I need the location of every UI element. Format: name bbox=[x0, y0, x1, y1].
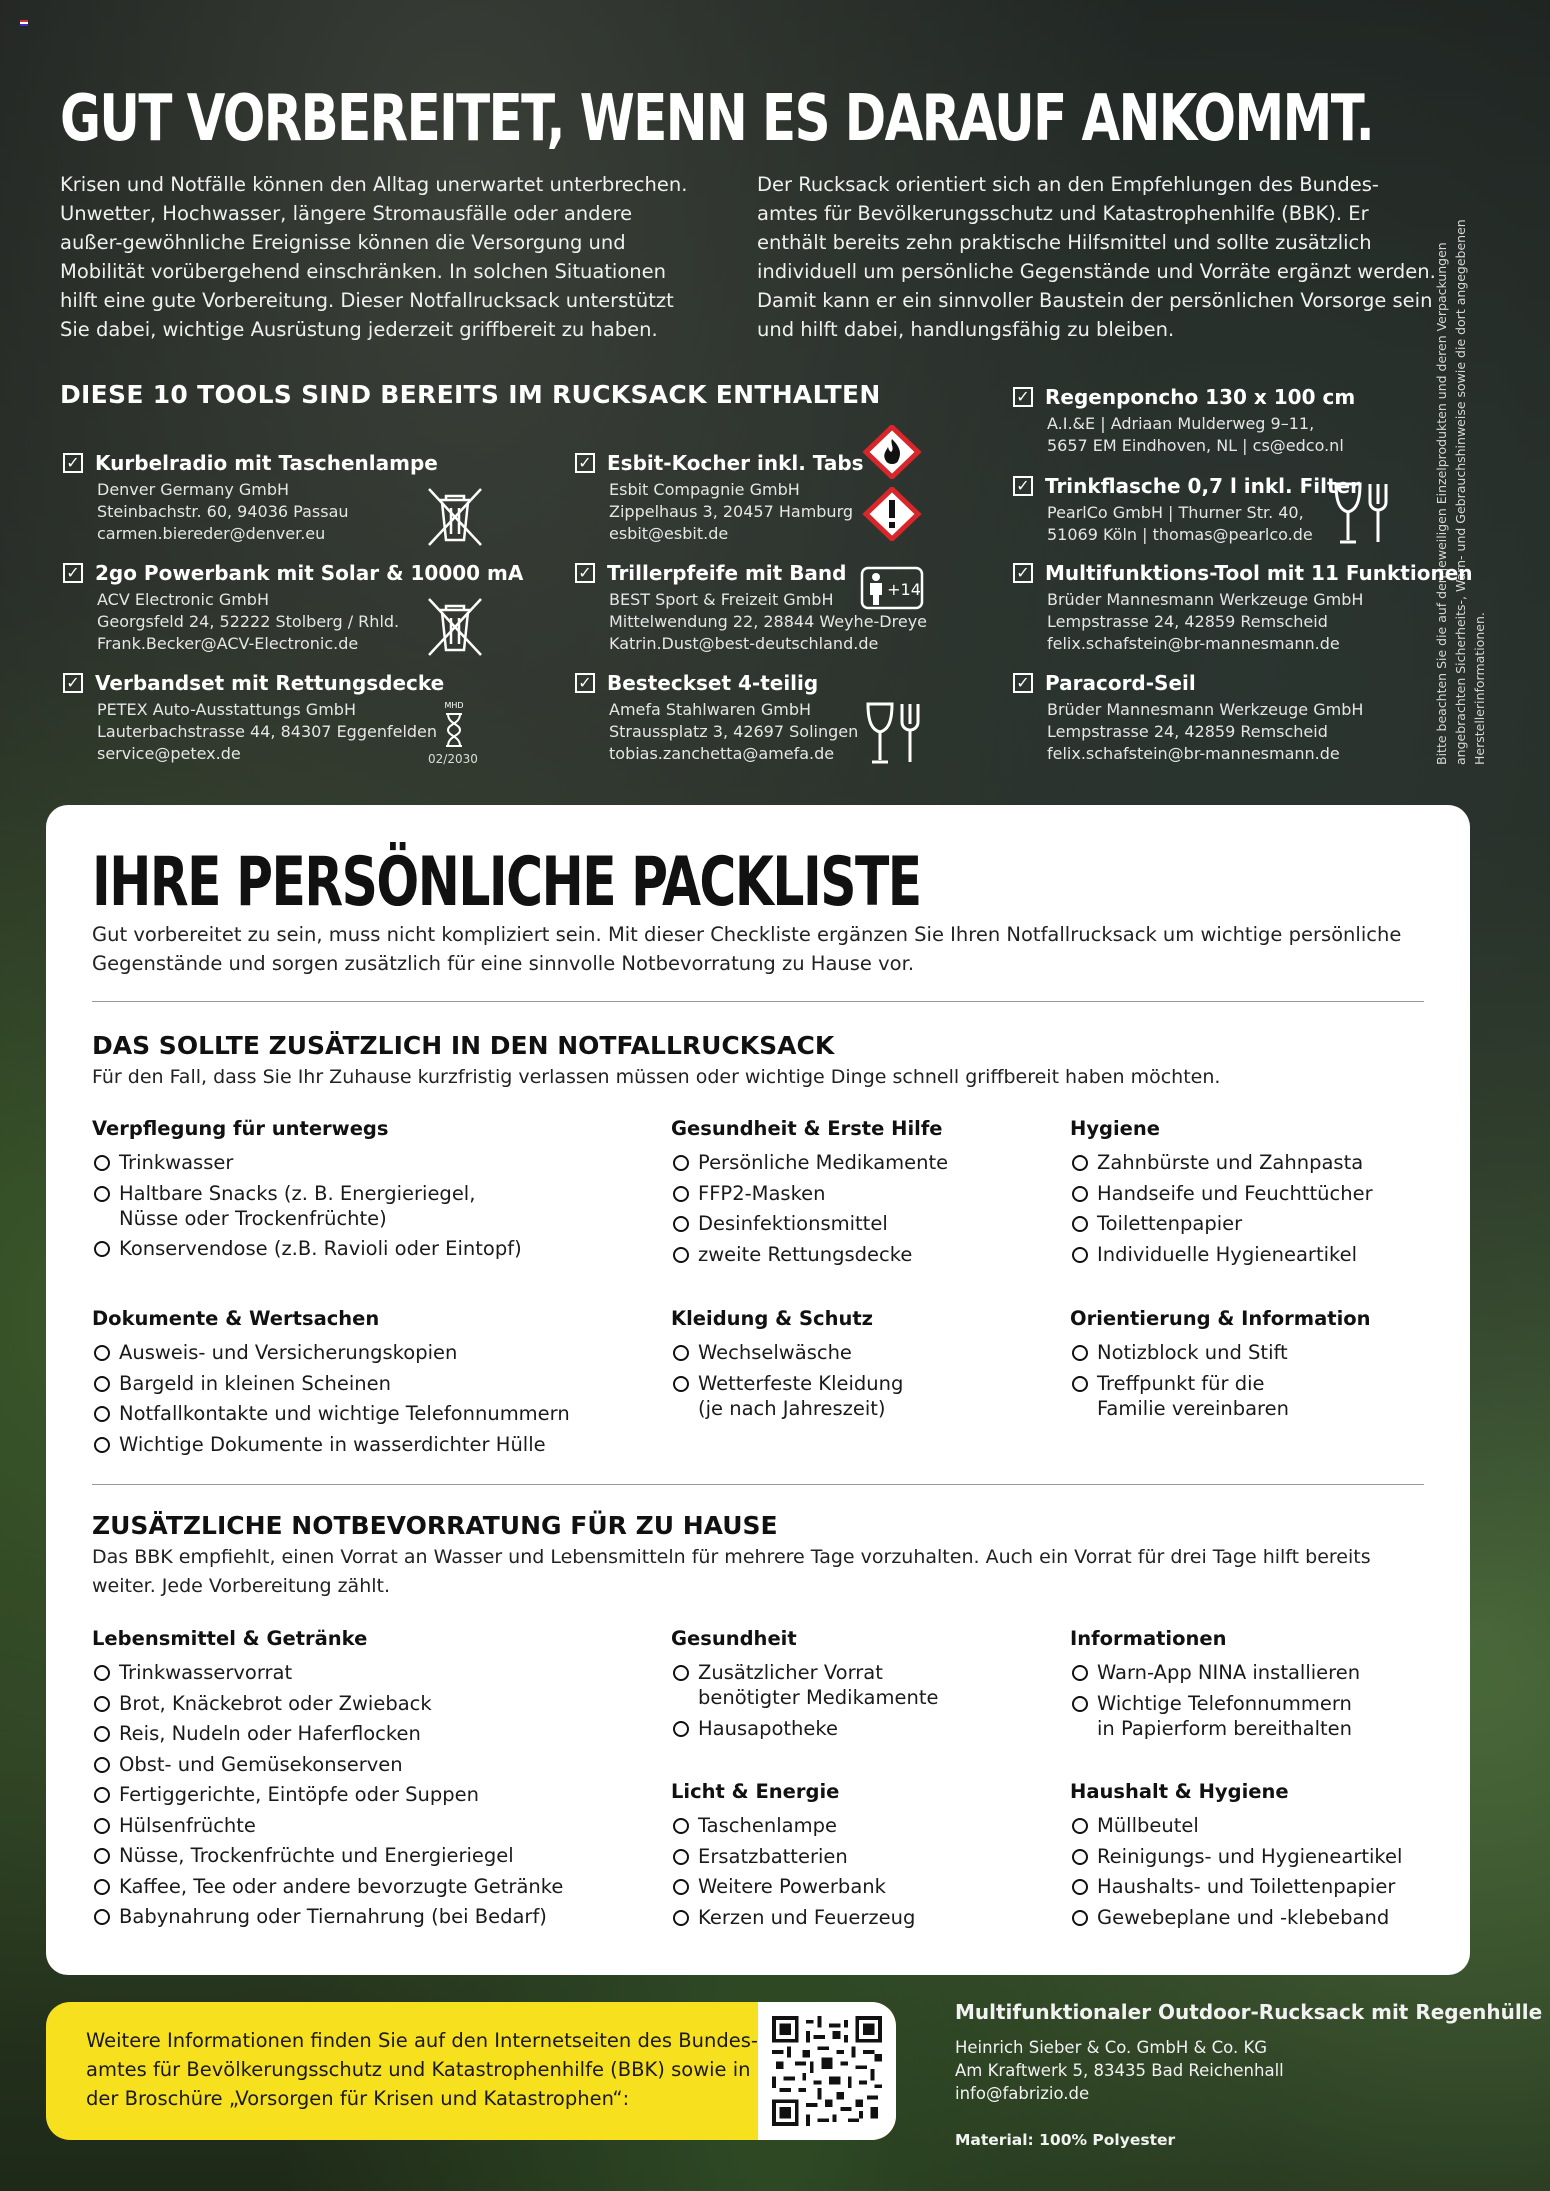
checklist-item[interactable]: Trinkwasser bbox=[92, 1150, 522, 1175]
group-title: Orientierung & Information bbox=[1070, 1307, 1371, 1330]
checklist-item[interactable]: Bargeld in kleinen Scheinen bbox=[92, 1371, 570, 1396]
checklist-group bbox=[92, 1117, 522, 1267]
tool-item bbox=[63, 560, 524, 655]
checklist-item[interactable]: Treffpunkt für die Familie vereinbaren bbox=[1070, 1371, 1371, 1421]
weee-crossed-bin-icon bbox=[424, 594, 486, 660]
checklist-item[interactable]: Fertiggerichte, Eintöpfe oder Suppen bbox=[92, 1782, 563, 1807]
group-title: Hygiene bbox=[1070, 1117, 1161, 1140]
tool-item bbox=[1013, 384, 1413, 457]
tool-name: Trillerpfeife mit Band bbox=[607, 561, 847, 585]
checklist-item[interactable]: Nüsse, Trockenfrüchte und Energieriegel bbox=[92, 1843, 563, 1868]
checkbox-checked-icon: ✓ bbox=[575, 563, 595, 583]
language-flag-icon bbox=[20, 20, 28, 26]
tool-name: Trinkflasche 0,7 l inkl. Filter bbox=[1045, 474, 1360, 498]
tools-heading: DIESE 10 TOOLS SIND BEREITS IM RUCKSACK ENTHALTEN bbox=[60, 380, 881, 409]
bbk-info-box bbox=[46, 2002, 896, 2140]
group-title: Informationen bbox=[1070, 1627, 1227, 1650]
checklist-item[interactable]: Brot, Knäckebrot oder Zwieback bbox=[92, 1691, 563, 1716]
checklist-item[interactable]: Zahnbürste und Zahnpasta bbox=[1070, 1150, 1373, 1175]
packlist-intro: Gut vorbereitet zu sein, muss nicht kompliziert sein. Mit dieser Checkliste ergänzen Sie Ihren Notfallrucksack um wichtige persönliche Gegenstände und sorgen zusätzlich für eine sinnvolle Notbevorratung zu Hause vor. bbox=[92, 923, 1402, 975]
qr-code-container[interactable] bbox=[758, 2002, 896, 2140]
checklist-item[interactable]: Wichtige Dokumente in wasserdichter Hülle bbox=[92, 1432, 570, 1457]
weee-crossed-bin-icon bbox=[424, 484, 486, 550]
checklist-item[interactable]: Müllbeutel bbox=[1070, 1813, 1402, 1838]
tool-item bbox=[63, 450, 463, 545]
checklist-item[interactable]: Gewebeplane und -klebeband bbox=[1070, 1905, 1402, 1930]
bbk-info-text: Weitere Informationen finden Sie auf den Internetseiten des Bundes-amtes für Bevölkerungsschutz und Katastrophenhilfe (BBK) sowie in der Broschüre „Vorsorgen für Krisen und Katastrophen“: bbox=[86, 2029, 758, 2110]
product-email: info@fabrizio.de bbox=[955, 2084, 1090, 2103]
tool-email: Katrin.Dust@best-deutschland.de bbox=[609, 634, 879, 653]
food-safe-glass-fork-icon bbox=[864, 700, 924, 766]
checklist-item[interactable]: Hülsenfrüchte bbox=[92, 1813, 563, 1838]
tool-company: A.I.&E | Adriaan Mulderweg 9–11, bbox=[1047, 414, 1315, 433]
checklist-item[interactable]: Notizblock und Stift bbox=[1070, 1340, 1371, 1365]
tool-address: Zippelhaus 3, 20457 Hamburg bbox=[609, 502, 854, 521]
mhd-date: 02/2030 bbox=[428, 752, 478, 766]
product-name: Multifunktionaler Outdoor-Rucksack mit Regenhülle bbox=[955, 2000, 1543, 2024]
section-rucksack-title: DAS SOLLTE ZUSÄTZLICH IN DEN NOTFALLRUCKSACK bbox=[92, 1031, 835, 1060]
group-title: Gesundheit & Erste Hilfe bbox=[671, 1117, 943, 1140]
tool-address: Steinbachstr. 60, 94036 Passau bbox=[97, 502, 349, 521]
tool-address: Straussplatz 3, 42697 Solingen bbox=[609, 722, 859, 741]
age-label: +14 bbox=[887, 580, 921, 599]
tool-email: service@petex.de bbox=[97, 744, 241, 763]
divider bbox=[92, 1484, 1424, 1485]
checklist-group bbox=[92, 1627, 563, 1935]
tool-name: Paracord-Seil bbox=[1045, 671, 1196, 695]
tool-name: 2go Powerbank mit Solar & 10000 mA bbox=[95, 561, 524, 585]
checklist-item[interactable]: Hausapotheke bbox=[671, 1716, 938, 1741]
qr-code-icon[interactable] bbox=[772, 2016, 882, 2126]
checklist-item[interactable]: Taschenlampe bbox=[671, 1813, 915, 1838]
checklist-item[interactable]: Kaffee, Tee oder andere bevorzugte Getränke bbox=[92, 1874, 563, 1899]
checklist-group bbox=[92, 1307, 570, 1462]
checklist-group bbox=[1070, 1780, 1402, 1935]
age-warning-icon bbox=[860, 566, 924, 610]
group-title: Gesundheit bbox=[671, 1627, 797, 1650]
section-rucksack-subtitle: Für den Fall, dass Sie Ihr Zuhause kurzfristig verlassen müssen oder wichtige Dinge schnell griffbereit haben möchten. bbox=[92, 1066, 1221, 1088]
product-company: Heinrich Sieber & Co. GmbH & Co. KG bbox=[955, 2038, 1268, 2057]
checkbox-checked-icon: ✓ bbox=[1013, 387, 1033, 407]
intro-right: Der Rucksack orientiert sich an den Empfehlungen des Bundes-amtes für Bevölkerungsschutz und Katastrophenhilfe (BBK). Er enthält bereits zehn praktische Hilfsmittel und sollte zusätzlich individuell um persönliche Gegenstände und Vorräte ergänzt werden. Damit kann er ein sinnvoller Baustein der persönlichen Vorsorge sein und hilft dabei, handlungsfähig zu bleiben. bbox=[757, 173, 1436, 341]
food-safe-glass-fork-icon bbox=[1332, 480, 1392, 546]
checklist-item[interactable]: Haushalts- und Toilettenpapier bbox=[1070, 1874, 1402, 1899]
checkbox-checked-icon: ✓ bbox=[63, 563, 83, 583]
checklist-item[interactable]: Wechselwäsche bbox=[671, 1340, 903, 1365]
tool-email: felix.schafstein@br-mannesmann.de bbox=[1047, 744, 1340, 763]
checklist-group bbox=[671, 1627, 938, 1746]
tool-name: Regenponcho 130 x 100 cm bbox=[1045, 385, 1356, 409]
tool-company: PearlCo GmbH | Thurner Str. 40, bbox=[1047, 503, 1304, 522]
group-title: Haushalt & Hygiene bbox=[1070, 1780, 1289, 1803]
tool-company: ACV Electronic GmbH bbox=[97, 590, 269, 609]
tool-address: 51069 Köln | thomas@pearlco.de bbox=[1047, 525, 1313, 544]
product-address: Am Kraftwerk 5, 83435 Bad Reichenhall bbox=[955, 2061, 1284, 2080]
tool-item bbox=[63, 670, 463, 765]
tool-name: Verbandset mit Rettungsdecke bbox=[95, 671, 445, 695]
group-title: Dokumente & Wertsachen bbox=[92, 1307, 380, 1330]
tool-company: Brüder Mannesmann Werkzeuge GmbH bbox=[1047, 590, 1364, 609]
safety-note: Bitte beachten Sie die auf den jeweiligen Einzelprodukten und deren Verpackungen angebrachten Sicherheits-, Warn- und Gebrauchshinweise sowie die dort angegebenen Herstellerinformationen. bbox=[1434, 219, 1487, 765]
tool-company: Amefa Stahlwaren GmbH bbox=[609, 700, 812, 719]
tool-company: BEST Sport & Freizeit GmbH bbox=[609, 590, 834, 609]
tool-address: Lempstrasse 24, 42859 Remscheid bbox=[1047, 722, 1328, 741]
checklist-group bbox=[1070, 1627, 1360, 1746]
tool-email: felix.schafstein@br-mannesmann.de bbox=[1047, 634, 1340, 653]
checklist-group bbox=[1070, 1117, 1373, 1272]
checklist-group bbox=[671, 1780, 915, 1935]
checklist-item[interactable]: Desinfektionsmittel bbox=[671, 1211, 948, 1236]
checklist-item[interactable]: Obst- und Gemüsekonserven bbox=[92, 1752, 563, 1777]
exclamation-hazard-icon bbox=[862, 487, 922, 541]
checkbox-checked-icon: ✓ bbox=[63, 453, 83, 473]
checklist-item[interactable]: Trinkwasservorrat bbox=[92, 1660, 563, 1685]
group-title: Lebensmittel & Getränke bbox=[92, 1627, 368, 1650]
tool-name: Besteckset 4-teilig bbox=[607, 671, 819, 695]
tool-address: Mittelwendung 22, 28844 Weyhe-Dreye bbox=[609, 612, 928, 631]
tool-email: Frank.Becker@ACV-Electronic.de bbox=[97, 634, 359, 653]
checklist-item[interactable]: Konservendose (z.B. Ravioli oder Eintopf) bbox=[92, 1236, 522, 1261]
checkbox-checked-icon: ✓ bbox=[63, 673, 83, 693]
hourglass-icon bbox=[440, 700, 468, 750]
checklist-item[interactable]: Toilettenpapier bbox=[1070, 1211, 1373, 1236]
tool-email: carmen.biereder@denver.eu bbox=[97, 524, 326, 543]
product-info bbox=[955, 2000, 1542, 2149]
tool-item bbox=[1013, 670, 1413, 765]
checklist-item[interactable]: Babynahrung oder Tiernahrung (bei Bedarf) bbox=[92, 1904, 563, 1929]
checklist-item[interactable]: Notfallkontakte und wichtige Telefonnummern bbox=[92, 1401, 570, 1426]
checklist-item[interactable]: Weitere Powerbank bbox=[671, 1874, 915, 1899]
tool-name: Kurbelradio mit Taschenlampe bbox=[95, 451, 438, 475]
checkbox-checked-icon: ✓ bbox=[1013, 673, 1033, 693]
group-title: Verpflegung für unterwegs bbox=[92, 1117, 389, 1140]
packlist-title: IHRE PERSÖNLICHE PACKLISTE bbox=[92, 843, 921, 922]
group-title: Kleidung & Schutz bbox=[671, 1307, 874, 1330]
tool-name: Multifunktions-Tool mit 11 Funktionen bbox=[1045, 561, 1473, 585]
hero-title: GUT VORBEREITET, WENN ES DARAUF ANKOMMT. bbox=[60, 82, 1374, 156]
checklist-item[interactable]: Haltbare Snacks (z. B. Energieriegel, Nüsse oder Trockenfrüchte) bbox=[92, 1181, 522, 1231]
checkbox-checked-icon: ✓ bbox=[1013, 563, 1033, 583]
checklist-item[interactable]: Handseife und Feuchttücher bbox=[1070, 1181, 1373, 1206]
tool-address: Georgsfeld 24, 52222 Stolberg / Rhld. bbox=[97, 612, 400, 631]
checklist-item[interactable]: Wetterfeste Kleidung (je nach Jahreszeit) bbox=[671, 1371, 903, 1421]
checklist-group bbox=[1070, 1307, 1371, 1426]
product-material: Material: 100% Polyester bbox=[955, 2131, 1176, 2149]
checklist-item[interactable]: Kerzen und Feuerzeug bbox=[671, 1905, 915, 1930]
tool-address: Lempstrasse 24, 42859 Remscheid bbox=[1047, 612, 1328, 631]
checklist-item[interactable]: Reis, Nudeln oder Haferflocken bbox=[92, 1721, 563, 1746]
tool-company: Brüder Mannesmann Werkzeuge GmbH bbox=[1047, 700, 1364, 719]
mhd-label: MHD bbox=[444, 701, 464, 710]
tool-address: Lauterbachstrasse 44, 84307 Eggenfelden bbox=[97, 722, 438, 741]
checklist-item[interactable]: zweite Rettungsdecke bbox=[671, 1242, 948, 1267]
tool-company: Denver Germany GmbH bbox=[97, 480, 290, 499]
checklist-item[interactable]: Zusätzlicher Vorrat benötigter Medikamente bbox=[671, 1660, 938, 1710]
flammable-hazard-icon bbox=[862, 425, 922, 479]
checklist-item[interactable]: Warn-App NINA installieren bbox=[1070, 1660, 1360, 1685]
checkbox-checked-icon: ✓ bbox=[1013, 476, 1033, 496]
tool-item bbox=[1013, 560, 1473, 655]
intro-left: Krisen und Notfälle können den Alltag unerwartet unterbrechen. Unwetter, Hochwasser, längere Stromausfälle oder andere außer-gewöhnliche Ereignisse können die Versorgung und Mobilität vorübergehend einschränken. In solchen Situationen hilft eine gute Vorbereitung. Dieser Notfallrucksack unterstützt Sie dabei, wichtige Ausrüstung jederzeit griffbereit zu haben. bbox=[60, 173, 688, 341]
tool-company: PETEX Auto-Ausstattungs GmbH bbox=[97, 700, 356, 719]
tool-name: Esbit-Kocher inkl. Tabs bbox=[607, 451, 864, 475]
checklist-item[interactable]: Individuelle Hygieneartikel bbox=[1070, 1242, 1373, 1267]
packlist-panel bbox=[46, 805, 1470, 1975]
checklist-item[interactable]: Persönliche Medikamente bbox=[671, 1150, 948, 1175]
checklist-item[interactable]: Reinigungs- und Hygieneartikel bbox=[1070, 1844, 1402, 1869]
section-home-title: ZUSÄTZLICHE NOTBEVORRATUNG FÜR ZU HAUSE bbox=[92, 1511, 778, 1540]
group-title: Licht & Energie bbox=[671, 1780, 840, 1803]
checklist-item[interactable]: Ersatzbatterien bbox=[671, 1844, 915, 1869]
tool-email: esbit@esbit.de bbox=[609, 524, 729, 543]
checklist-group bbox=[671, 1117, 948, 1272]
checkbox-checked-icon: ✓ bbox=[575, 673, 595, 693]
checklist-item[interactable]: Wichtige Telefonnummern in Papierform bereithalten bbox=[1070, 1691, 1360, 1741]
checklist-item[interactable]: Ausweis- und Versicherungskopien bbox=[92, 1340, 570, 1365]
tool-company: Esbit Compagnie GmbH bbox=[609, 480, 800, 499]
tool-email: tobias.zanchetta@amefa.de bbox=[609, 744, 835, 763]
divider bbox=[92, 1001, 1424, 1002]
checklist-item[interactable]: FFP2-Masken bbox=[671, 1181, 948, 1206]
checklist-group bbox=[671, 1307, 903, 1426]
tool-address: 5657 EM Eindhoven, NL | cs@edco.nl bbox=[1047, 436, 1344, 455]
section-home-subtitle: Das BBK empfiehlt, einen Vorrat an Wasser und Lebensmitteln für mehrere Tage vorzuhalten. Auch ein Vorrat für drei Tage hilft bereits weiter. Jede Vorbereitung zählt. bbox=[92, 1546, 1371, 1597]
checkbox-checked-icon: ✓ bbox=[575, 453, 595, 473]
